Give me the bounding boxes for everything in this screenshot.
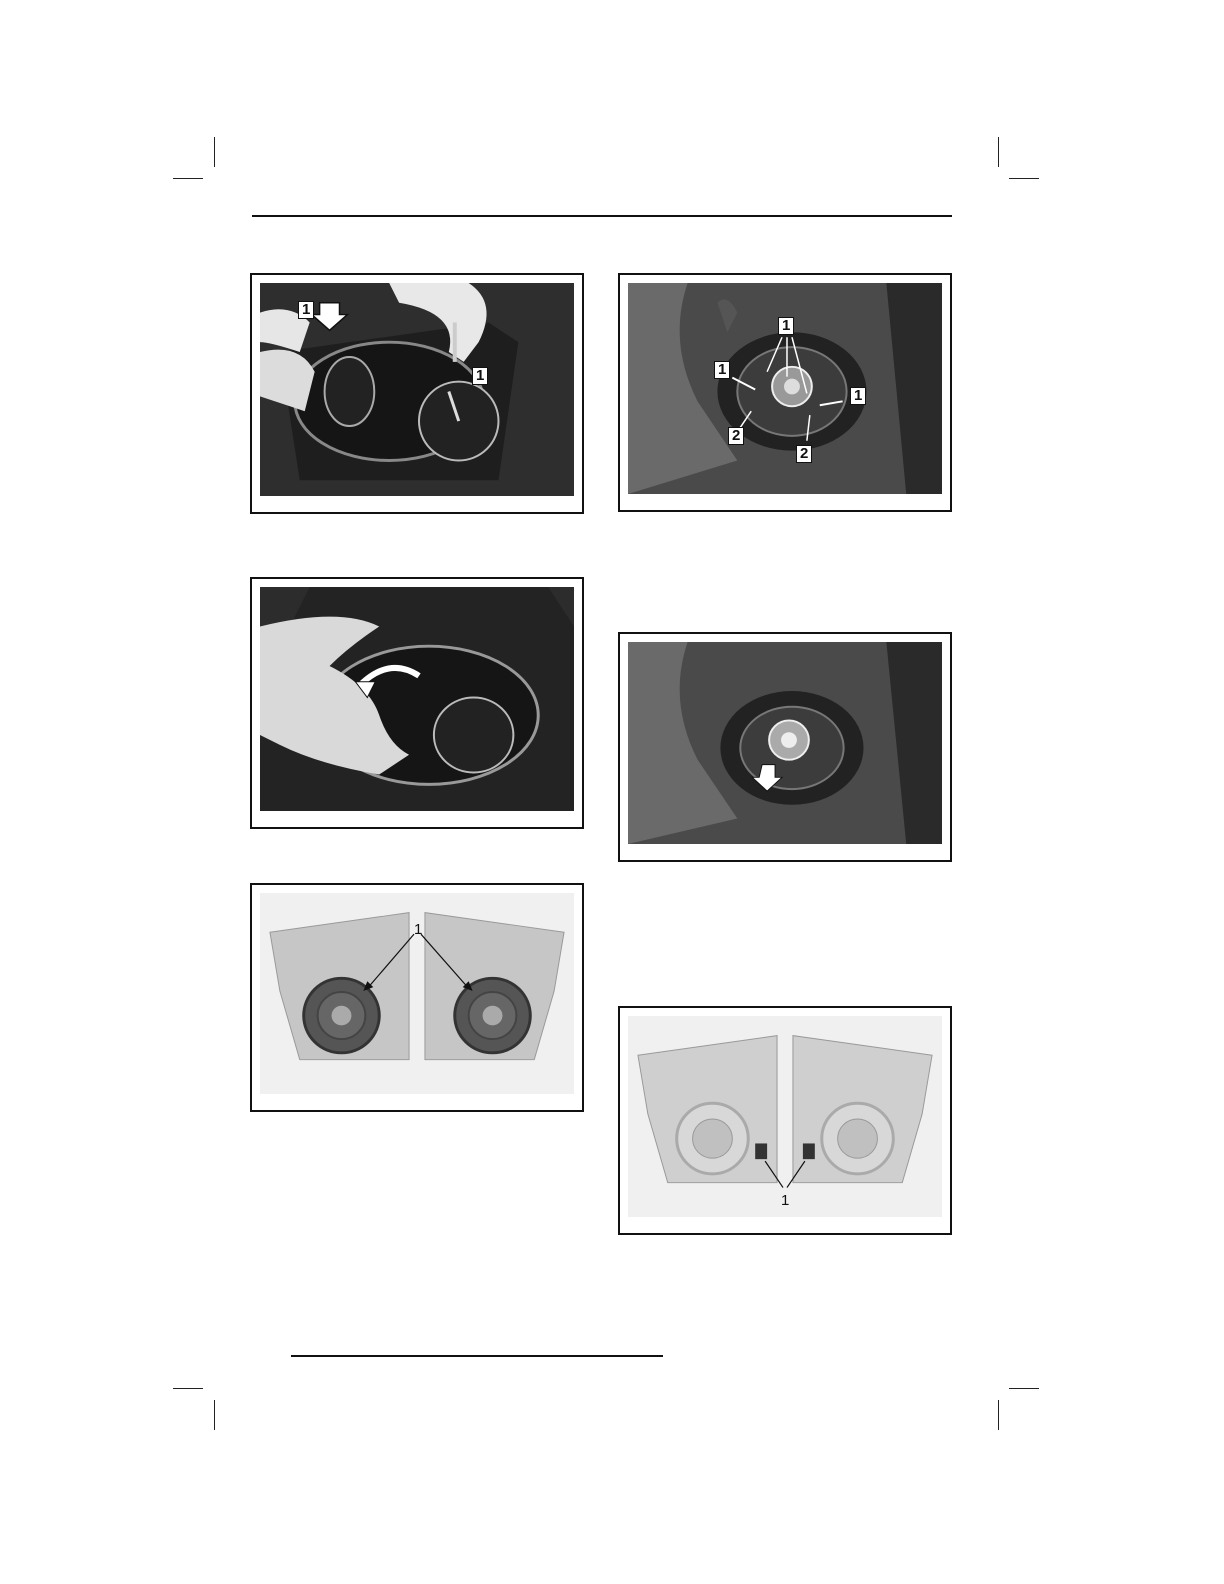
figure-gauge-tilt [250,577,584,829]
figure-bulb-removal [618,632,952,862]
crop-mark-bottom-left-h [173,1388,203,1389]
callout-1-top: 1 [298,301,314,319]
crop-mark-bottom-left-v [214,1400,215,1430]
callout-2-left: 2 [728,427,744,445]
callout-1-left: 1 [714,361,730,379]
footer-rule [291,1355,663,1357]
render-headlamp-clips [628,1016,942,1217]
callout-1-right: 1 [472,367,488,385]
crop-mark-top-right-v [998,137,999,167]
photo-bulb-clip [628,283,942,494]
crop-mark-top-right-h [1009,178,1039,179]
callout-1-right: 1 [850,387,866,405]
header-rule [252,215,952,217]
photo-gauge-tilt [260,587,574,811]
figure-headlamp-clips [618,1006,952,1235]
figure-bulb-clip [618,273,952,512]
crop-mark-bottom-right-v [998,1400,999,1430]
callout-1: 1 [414,921,423,938]
callout-1-top: 1 [778,317,794,335]
photo-bulb-removal [628,642,942,844]
crop-mark-top-left-v [214,137,215,167]
callout-1: 1 [781,1192,790,1209]
crop-mark-bottom-right-h [1009,1388,1039,1389]
callout-2-right: 2 [796,445,812,463]
render-headlamp-caps [260,893,574,1094]
figure-gauge-removal [250,273,584,514]
figure-headlamp-caps [250,883,584,1112]
photo-gauge-removal [260,283,574,496]
crop-mark-top-left-h [173,178,203,179]
